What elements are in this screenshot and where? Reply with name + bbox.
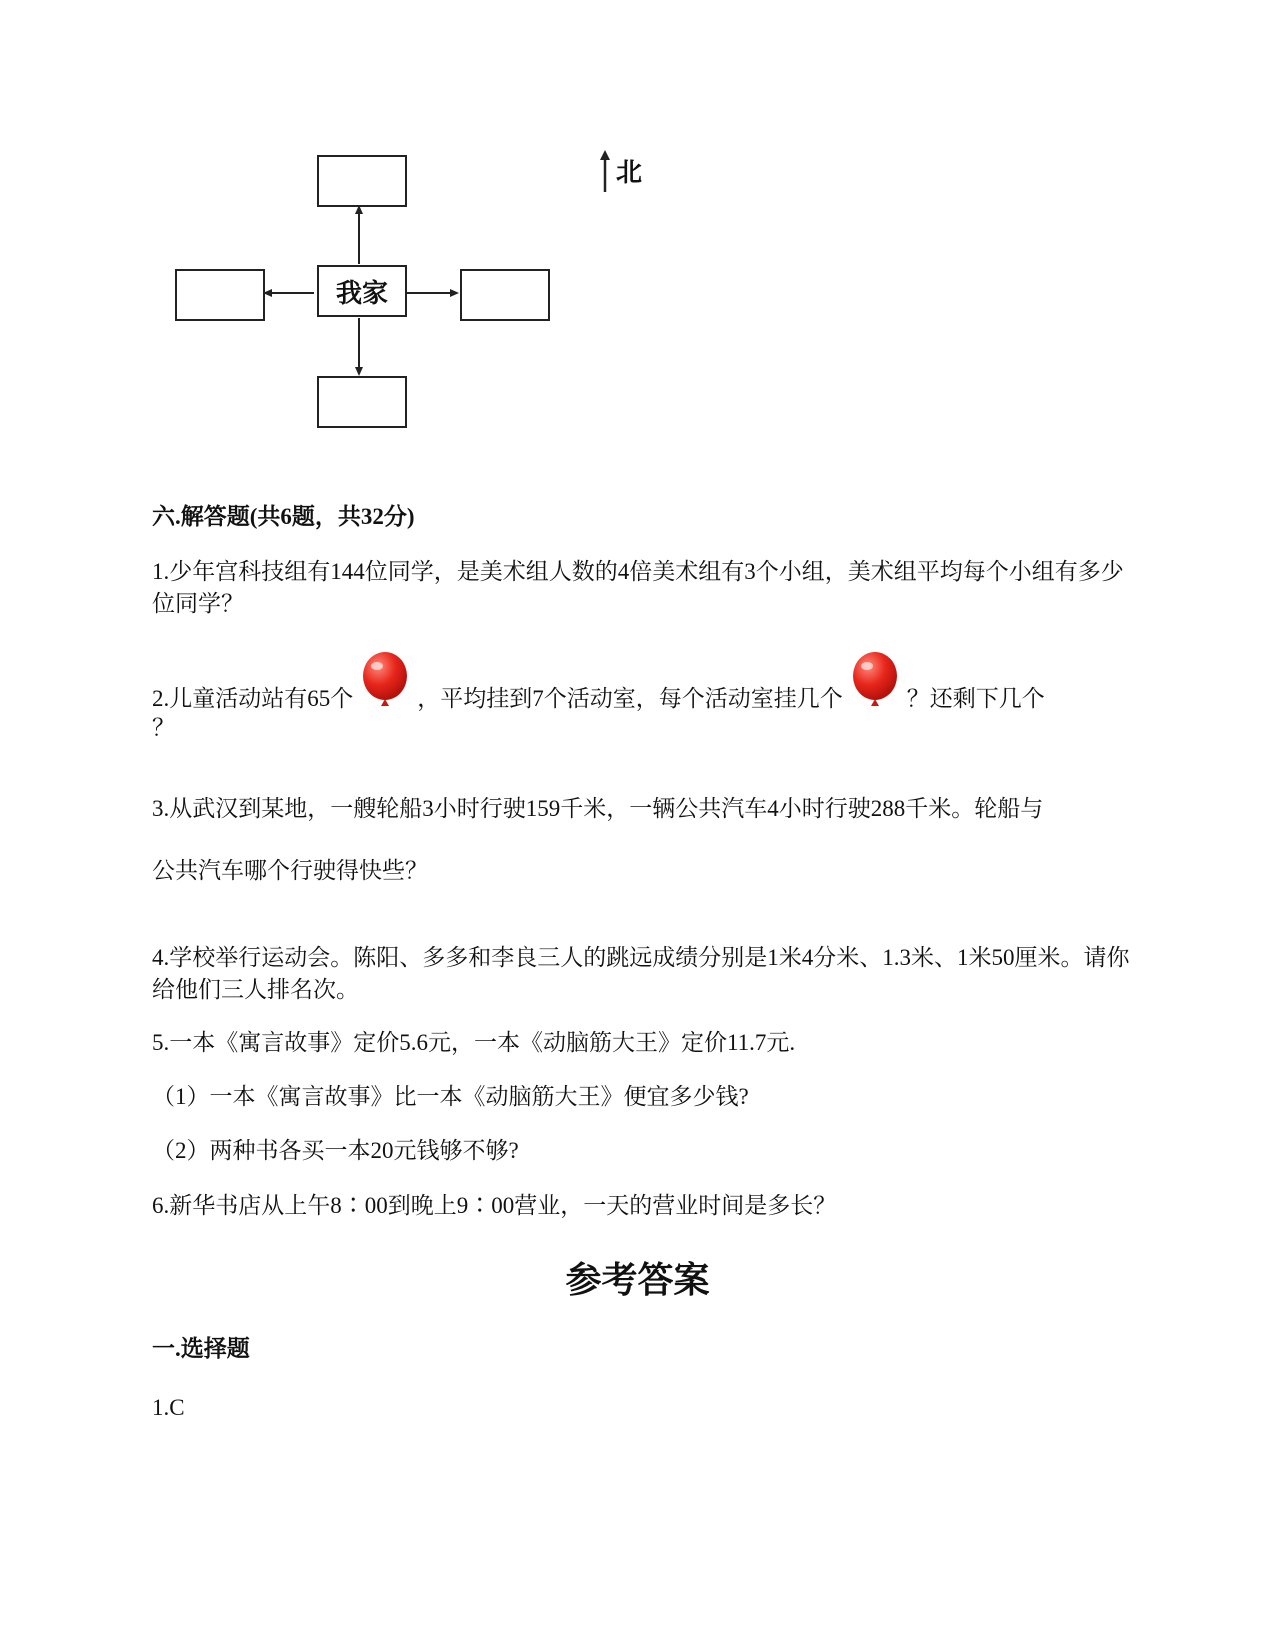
question-2-part3: ？还剩下几个 — [906, 686, 1045, 711]
answer-1: 1.C — [152, 1395, 185, 1420]
question-2-part1: 2.儿童活动站有65个 — [152, 686, 354, 711]
north-label: 北 — [616, 158, 643, 188]
question-5-1: （1）一本《寓言故事》比一本《动脑筋大王》便宜多少钱? — [152, 1084, 749, 1109]
question-4: 4.学校举行运动会。陈阳、多多和李良三人的跳远成绩分别是1米4分米、1.3米、1米50厘米。请你给他们三人排名次。 — [152, 945, 1130, 1002]
answer-section-1-title: 一.选择题 — [152, 1336, 250, 1361]
box-east — [460, 269, 550, 321]
question-2-part2: ，平均挂到7个活动室，每个活动室挂几个 — [417, 686, 843, 711]
direction-diagram — [170, 150, 660, 450]
box-north — [317, 155, 407, 207]
answer-key-title: 参考答案 — [565, 1260, 710, 1301]
question-5: 5.一本《寓言故事》定价5.6元，一本《动脑筋大王》定价11.7元. — [152, 1030, 796, 1055]
question-3-line1: 3.从武汉到某地，一艘轮船3小时行驶159千米，一辆公共汽车4小时行驶288千米。轮船与 — [152, 796, 1044, 821]
question-2-end: ？ — [152, 715, 175, 740]
question-1: 1.少年宫科技组有144位同学，是美术组人数的4倍美术组有3个小组，美术组平均每个小组有多少位同学？ — [152, 559, 1124, 616]
box-south — [317, 376, 407, 428]
section-6-title: 六.解答题(共6题，共32分) — [152, 504, 415, 529]
balloon-icon — [849, 652, 901, 712]
box-west — [175, 269, 265, 321]
home-label: 我家 — [335, 278, 388, 309]
balloon-icon — [359, 652, 411, 712]
box-home — [317, 265, 407, 317]
question-6: 6.新华书店从上午8∶00到晚上9∶00营业，一天的营业时间是多长？ — [152, 1193, 837, 1218]
north-arrow-icon — [598, 150, 612, 194]
question-3-line2: 公共汽车哪个行驶得快些？ — [152, 858, 428, 883]
question-5-2: （2）两种书各买一本20元钱够不够? — [152, 1138, 519, 1163]
